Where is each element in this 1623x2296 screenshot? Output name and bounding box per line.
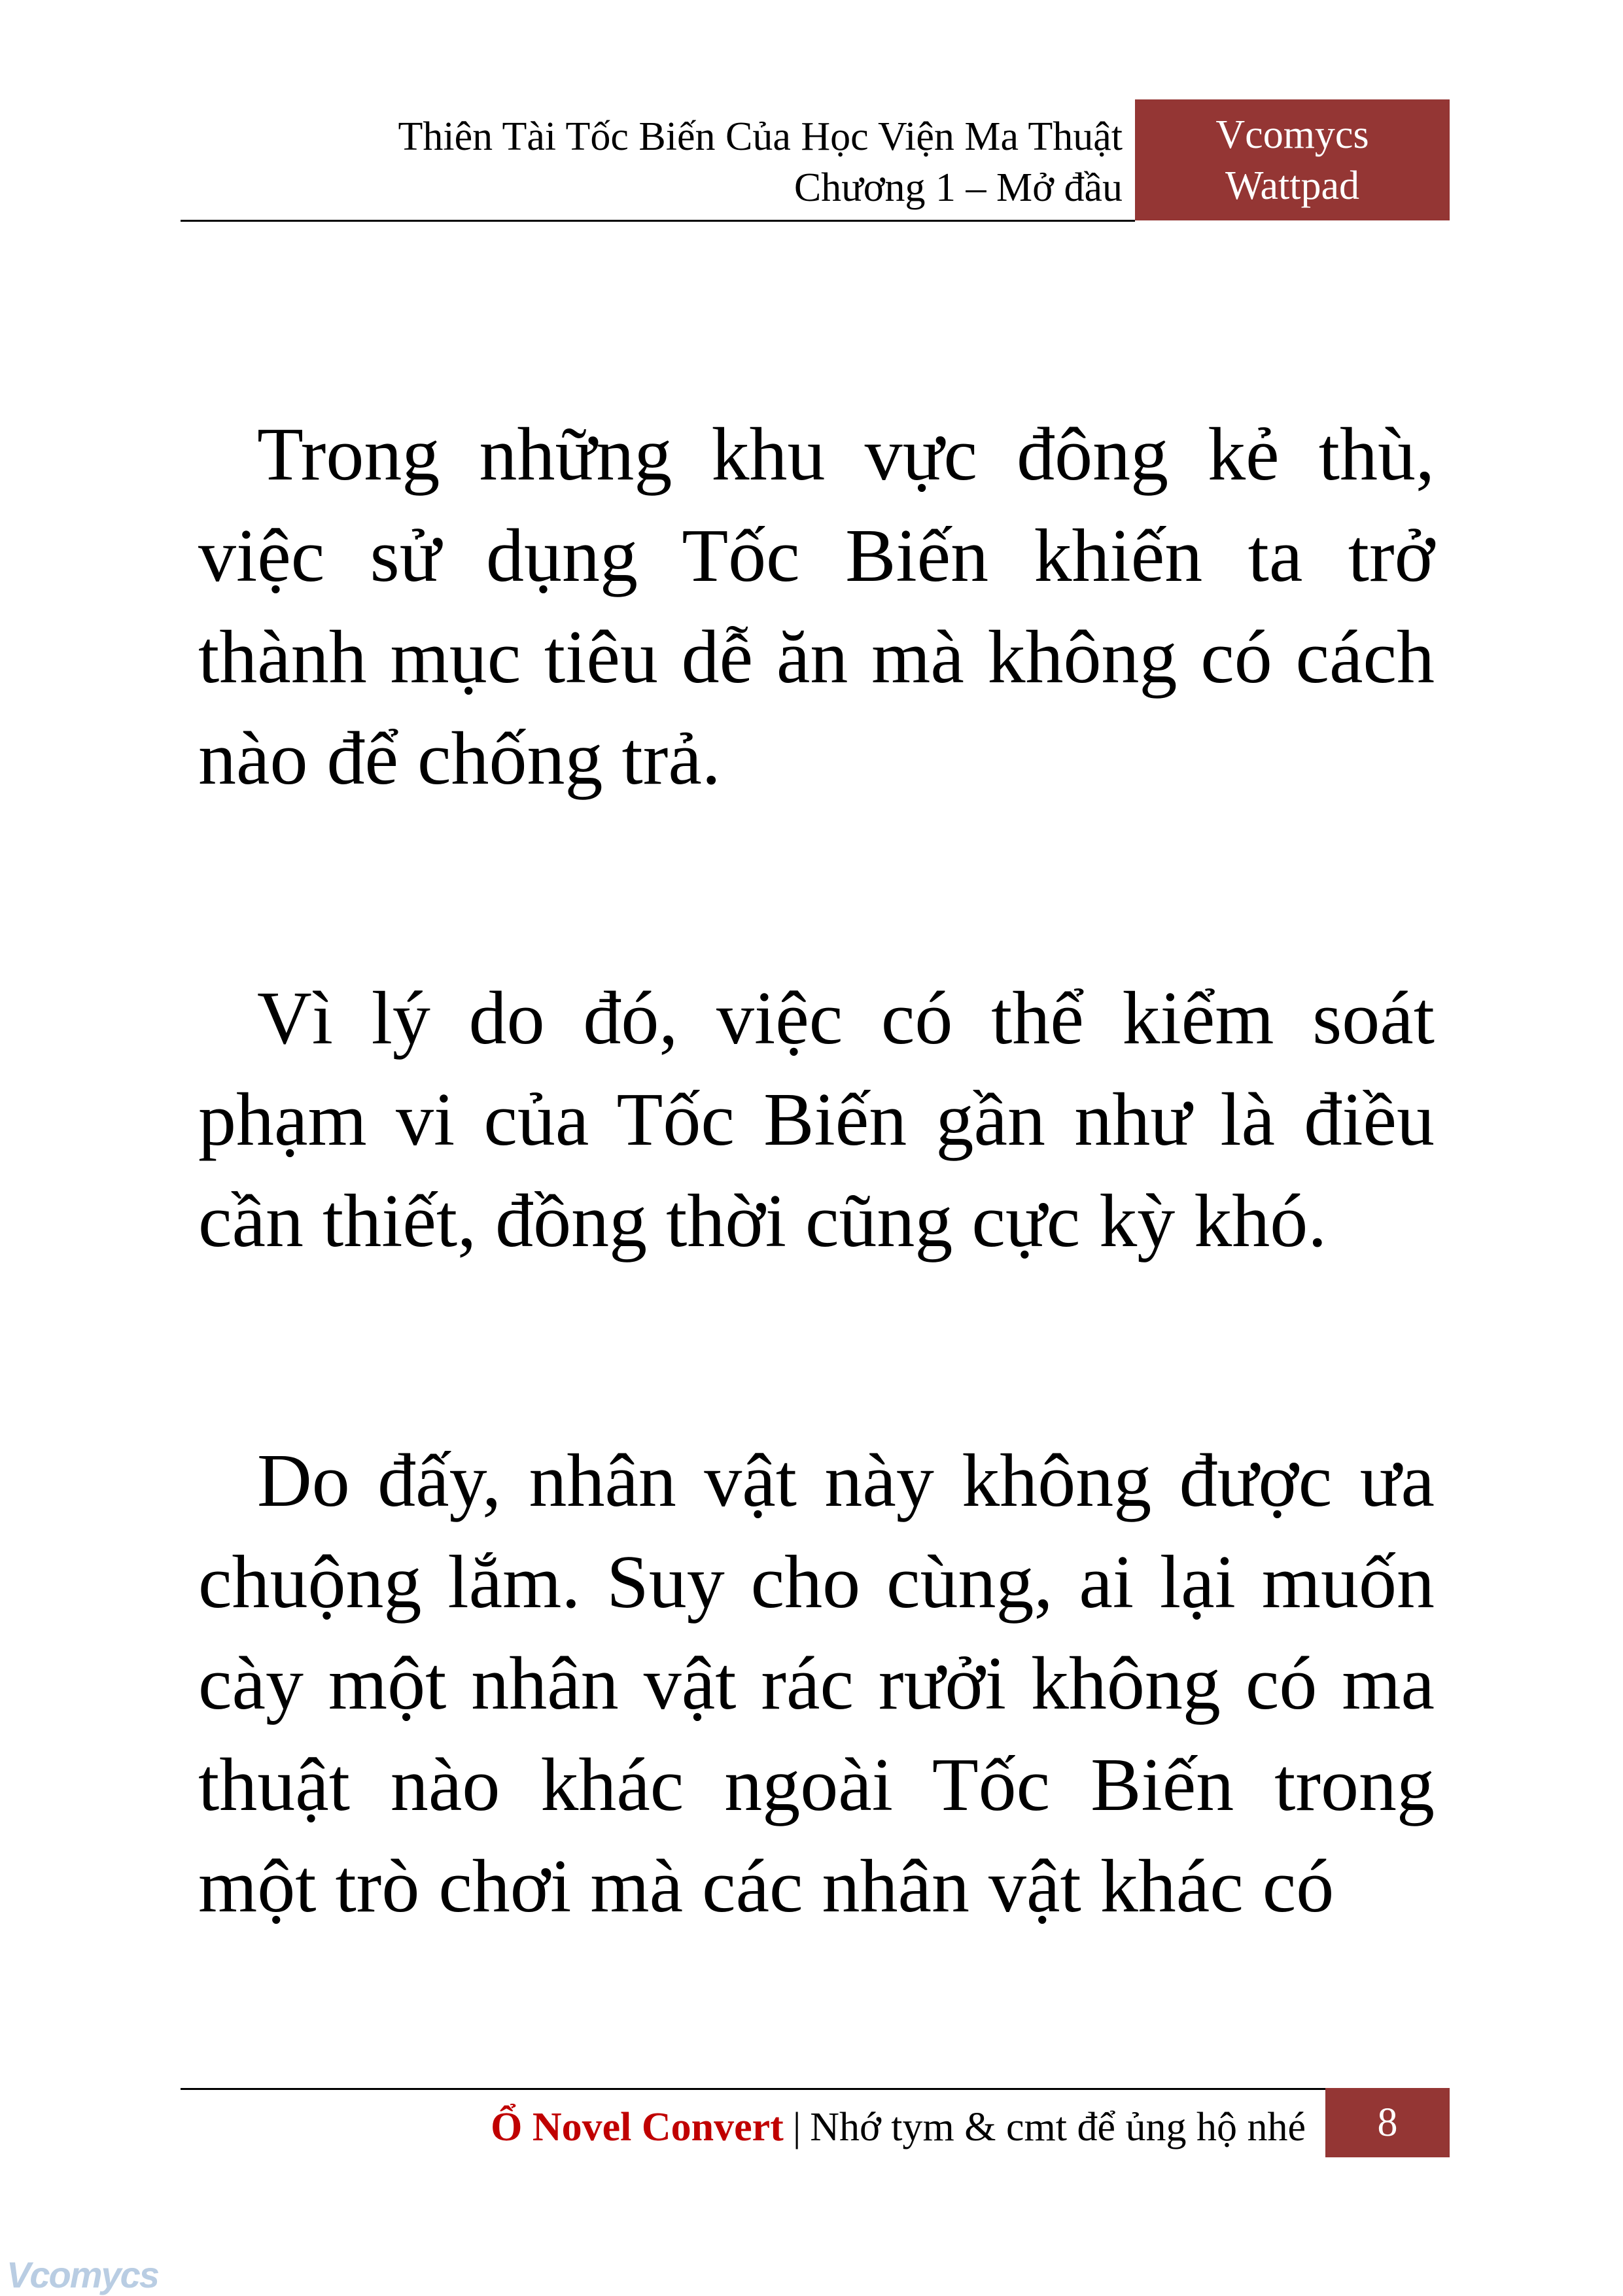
vcomycs-watermark-logo: Vcomycs xyxy=(7,2254,158,2295)
header-badge xyxy=(1135,99,1450,220)
page-body xyxy=(198,404,1435,1938)
header-divider xyxy=(181,220,1135,222)
paragraph-1: Trong những khu vực đông kẻ thù, việc sử dụng Tốc Biến khiến ta trở thành mục tiêu dễ ăn mà không có cách nào để chống trả. xyxy=(198,413,1435,801)
paragraph-2: Vì lý do đó, việc có thể kiểm soát phạm vi của Tốc Biến gần như là điều cần thiết, đồng thời cũng cực kỳ khó. xyxy=(198,977,1435,1263)
page-footer xyxy=(491,2097,1306,2157)
footer-separator: | xyxy=(792,2104,801,2149)
chapter-title: Chương 1 – Mở đầu xyxy=(794,165,1123,210)
footer-divider xyxy=(181,2088,1326,2090)
book-title: Thiên Tài Tốc Biến Của Học Viện Ma Thuật xyxy=(398,114,1123,159)
paragraph-3: Do đấy, nhân vật này không được ưa chuộng lắm. Suy cho cùng, ai lại muốn cày một nhân vật rác rưởi không có ma thuật nào khác ngoài Tốc Biến trong một trò chơi mà các nhân vật khác có xyxy=(198,1439,1435,1928)
running-header xyxy=(398,111,1123,213)
page-number: 8 xyxy=(1325,2088,1450,2157)
footer-brand: Ổ Novel Convert xyxy=(491,2104,784,2149)
badge-line-wattpad: Wattpad xyxy=(1225,163,1360,208)
footer-message: Nhớ tym & cmt để ủng hộ nhé xyxy=(810,2104,1306,2149)
badge-line-vcomycs: Vcomycs xyxy=(1215,112,1369,157)
